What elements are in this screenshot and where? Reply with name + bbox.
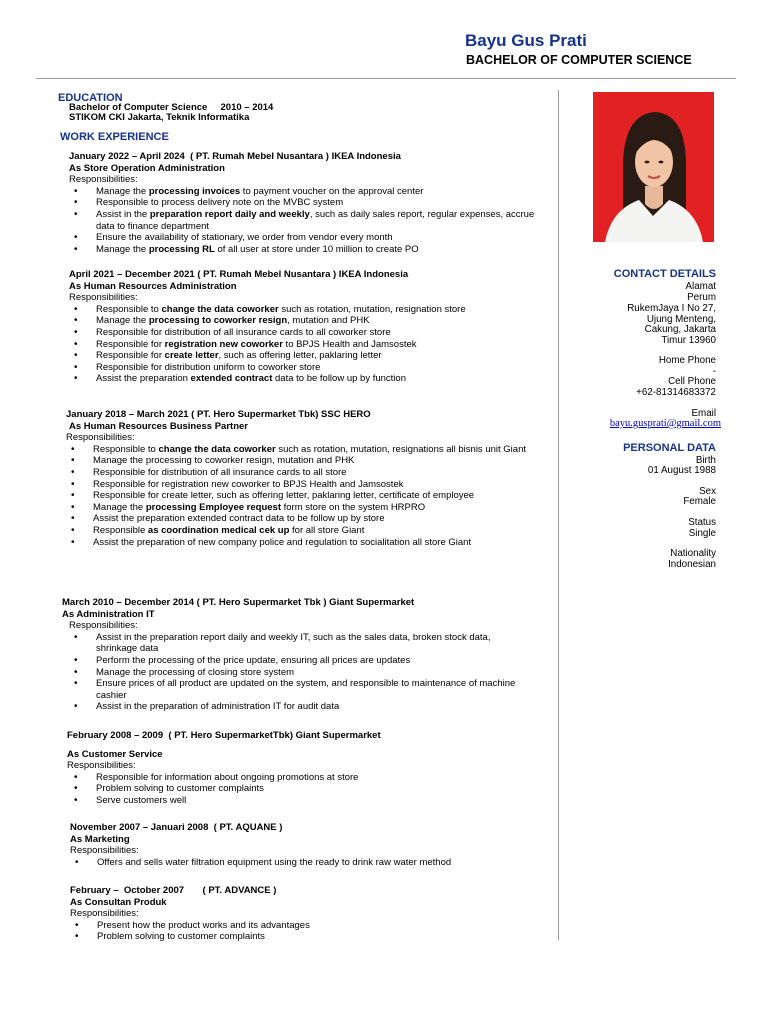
responsibility-text-post: , such as offering letter, paklaring letter — [218, 350, 382, 362]
education-heading: EDUCATION — [58, 92, 123, 104]
responsibility-text-pre: Assist the preparation of new company police and regulation to socialitation all store Giant — [93, 536, 472, 548]
job-entry — [70, 885, 540, 943]
responsibility-item — [69, 362, 539, 374]
responsibility-item — [70, 857, 540, 869]
responsibility-item — [66, 444, 536, 456]
responsibility-text-bold: change the data coworker — [161, 303, 279, 315]
job-entry — [66, 409, 536, 548]
responsibility-item — [69, 327, 539, 339]
responsibility-item — [66, 479, 536, 491]
responsibility-item — [69, 772, 537, 784]
responsibility-text-bold: create letter — [164, 350, 219, 362]
address-line: Cakung, Jakarta — [644, 324, 716, 335]
job-entry — [70, 822, 540, 868]
responsibilities-list — [69, 304, 539, 385]
contact-details-heading: CONTACT DETAILS — [613, 268, 716, 280]
responsibility-text-bold: registration new coworker — [164, 338, 283, 350]
address-line: Ujung Menteng, — [646, 314, 716, 325]
responsibility-item — [66, 490, 536, 502]
responsibility-item — [69, 232, 539, 244]
email-row — [610, 418, 721, 429]
responsibility-text-pre: Manage the — [93, 501, 146, 513]
job-period-company: January 2022 – April 2024 ( PT. Rumah Mebel Nusantara ) IKEA Indonesia — [69, 151, 401, 162]
responsibility-text-pre: Assist in the — [96, 208, 150, 220]
responsibility-text-pre: Responsible for — [96, 350, 165, 362]
responsibility-text-bold: preparation report daily and weekly — [149, 208, 310, 220]
responsibility-item — [69, 701, 532, 713]
email-label: Email — [691, 408, 716, 419]
responsibility-text-pre: Perform the processing of the price update, ensuring all prices are updates — [96, 654, 411, 666]
column-divider — [558, 90, 559, 940]
home-phone-value: - — [712, 366, 716, 377]
responsibility-text-bold: as coordination medical cek up — [147, 524, 290, 536]
birth-value: 01 August 1988 — [647, 465, 716, 476]
job-role: As Human Resources Administration — [69, 280, 237, 292]
responsibility-text-post: , such as daily sales report, regular expenses, accrue data to finance department — [96, 208, 535, 232]
responsibility-text-post: such as rotation, mutation, resignations all bisnis unit Giant — [275, 443, 526, 455]
responsibility-text-pre: Ensure prices of all product are updated on the system, and responsible to maintenance of machine cashier — [96, 678, 516, 701]
home-phone-label: Home Phone — [658, 355, 716, 366]
responsibility-text-pre: Manage the processing of closing store system — [96, 666, 295, 678]
responsibilities-label: Responsibilities: — [70, 845, 139, 857]
status-label: Status — [688, 517, 716, 528]
cell-phone-label: Cell Phone — [668, 376, 716, 387]
responsibility-text-pre: Responsible to process delivery note on the MVBC system — [96, 197, 344, 209]
responsibility-item — [69, 339, 539, 351]
responsibility-text-pre: Manage the — [96, 185, 149, 197]
address-line: RukemJaya I No 27, — [627, 303, 716, 314]
responsibilities-list — [69, 772, 537, 807]
responsibility-text-pre: Responsible for registration new coworker to BPJS Health and Jamsostek — [93, 478, 404, 490]
email-link[interactable]: bayu.gusprati@gmail.com — [609, 418, 721, 429]
job-role: As Marketing — [70, 833, 130, 845]
responsibility-text-pre: Responsible to — [93, 443, 159, 455]
responsibility-item — [69, 667, 532, 679]
responsibility-text-pre: Manage the — [96, 243, 149, 255]
responsibility-item — [69, 783, 537, 795]
responsibility-item — [66, 502, 536, 514]
address-label: Alamat — [685, 281, 716, 292]
responsibility-text-pre: Responsible — [93, 524, 148, 536]
responsibility-text-post: form store on the system HRPRO — [281, 501, 426, 513]
responsibility-text-pre: Responsible for distribution of all insurance cards to all coworker store — [96, 326, 391, 338]
education-degree-line: Bachelor of Computer Science 2010 – 2014 — [69, 102, 274, 113]
responsibility-item — [70, 931, 540, 943]
responsibility-text-pre: Assist the preparation — [96, 373, 191, 385]
birth-label: Birth — [695, 455, 716, 466]
responsibilities-list — [69, 186, 539, 256]
job-role: As Consultan Produk — [70, 896, 167, 908]
status-value: Single — [688, 528, 716, 539]
responsibility-text-pre: Responsible for distribution of all insurance cards to all store — [93, 466, 347, 478]
job-entry — [62, 597, 532, 713]
responsibility-text-post: to BPJS Health and Jamsostek — [282, 338, 417, 350]
responsibility-item — [69, 655, 532, 667]
responsibility-item — [69, 304, 539, 316]
responsibility-text-pre: Offers and sells water filtration equipment using the ready to drink raw water method — [97, 856, 452, 868]
job-role: As Store Operation Administration — [69, 162, 225, 174]
responsibility-text-pre: Manage the processing to coworker resign, mutation and PHK — [93, 455, 355, 467]
responsibility-text-pre: Problem solving to customer complaints — [97, 931, 265, 943]
responsibility-item — [66, 537, 536, 549]
responsibility-item — [69, 197, 539, 209]
responsibility-text-bold: processing Employee request — [145, 501, 281, 513]
job-entry — [69, 151, 539, 255]
education-school-line: STIKOM CKI Jakarta, Teknik Informatika — [69, 112, 250, 123]
responsibilities-label: Responsibilities: — [69, 174, 138, 186]
responsibility-text-bold: processing to coworker resign — [148, 315, 288, 327]
responsibility-text-bold: processing invoices — [148, 185, 241, 197]
sex-label: Sex — [699, 486, 716, 497]
responsibility-item — [69, 373, 539, 385]
job-role: As Customer Service — [67, 748, 163, 760]
responsibility-text-pre: Responsible for distribution uniform to coworker store — [96, 361, 321, 373]
job-period-company: April 2021 – December 2021 ( PT. Rumah Mebel Nusantara ) IKEA Indonesia — [69, 269, 409, 280]
job-period-company: February – October 2007 ( PT. ADVANCE ) — [70, 885, 277, 896]
responsibility-item — [66, 525, 536, 537]
responsibility-text-bold: processing RL — [148, 243, 215, 255]
responsibilities-list — [66, 444, 536, 548]
responsibility-item — [66, 513, 536, 525]
responsibilities-label: Responsibilities: — [69, 292, 138, 304]
candidate-degree: BACHELOR OF COMPUTER SCIENCE — [466, 53, 692, 67]
responsibility-item — [66, 455, 536, 467]
address-line: Perum — [687, 292, 716, 303]
job-period-company: March 2010 – December 2014 ( PT. Hero Supermarket Tbk ) Giant Supermarket — [62, 597, 415, 608]
responsibility-text-post: of all user at store under 10 million to create PO — [214, 243, 419, 255]
nationality-value: Indonesian — [668, 559, 716, 570]
responsibility-text-post: for all store Giant — [289, 524, 365, 536]
responsibility-item — [69, 209, 539, 232]
job-role: As Human Resources Business Partner — [69, 420, 248, 432]
cell-phone-value: +62-81314683372 — [636, 387, 716, 398]
responsibility-text-pre: Manage the — [96, 315, 149, 327]
job-period-company: January 2018 – March 2021 ( PT. Hero Supermarket Tbk) SSC HERO — [66, 409, 371, 420]
header-divider — [36, 78, 736, 79]
job-role: As Administration IT — [62, 608, 155, 620]
responsibility-item — [69, 632, 532, 655]
responsibilities-list — [70, 920, 540, 943]
profile-photo-illustration — [593, 92, 714, 242]
responsibilities-label: Responsibilities: — [66, 432, 135, 444]
responsibility-text-pre: Responsible for information about ongoing promotions at store — [96, 771, 359, 783]
profile-photo — [593, 92, 714, 242]
responsibilities-label: Responsibilities: — [70, 908, 139, 920]
responsibility-item — [69, 678, 532, 701]
responsibility-text-post: , mutation and PHK — [287, 315, 370, 327]
responsibility-item — [66, 467, 536, 479]
responsibility-text-pre: Assist the preparation extended contract data to be follow up by store — [93, 513, 385, 525]
job-period-company: November 2007 – Januari 2008 ( PT. AQUANE ) — [70, 822, 283, 833]
responsibility-text-bold: extended contract — [190, 373, 273, 385]
job-entry — [67, 730, 537, 807]
sex-value: Female — [683, 496, 716, 507]
responsibility-text-pre: Ensure the availability of stationary, we order from vendor every month — [96, 232, 393, 244]
responsibility-text-pre: Responsible to — [96, 303, 162, 315]
responsibility-item — [69, 244, 539, 256]
responsibility-item — [69, 186, 539, 198]
job-entry — [69, 269, 539, 385]
responsibilities-label: Responsibilities: — [69, 620, 138, 632]
address-line: Timur 13960 — [661, 335, 716, 346]
responsibility-item — [69, 795, 537, 807]
responsibility-text-post: such as rotation, mutation, resignation store — [278, 303, 466, 315]
responsibility-text-pre: Problem solving to customer complaints — [96, 783, 264, 795]
responsibility-item — [69, 315, 539, 327]
job-period-company: February 2008 – 2009 ( PT. Hero SupermarketTbk) Giant Supermarket — [67, 730, 381, 741]
responsibility-text-post: to payment voucher on the approval center — [240, 185, 424, 197]
responsibility-text-pre: Present how the product works and its advantages — [97, 919, 310, 931]
responsibility-item — [69, 350, 539, 362]
nationality-label: Nationality — [670, 548, 716, 559]
responsibilities-label: Responsibilities: — [67, 760, 136, 772]
responsibility-text-pre: Assist in the preparation report daily and weekly IT, such as the sales data, broken stock data, shrinkage data — [96, 631, 491, 655]
responsibilities-list — [69, 632, 532, 713]
responsibility-text-pre: Serve customers well — [96, 794, 187, 806]
responsibility-item — [70, 920, 540, 932]
candidate-name: Bayu Gus Prati — [465, 31, 587, 50]
responsibility-text-pre: Responsible for create letter, such as offering letter, paklaring letter, certificate of employee — [93, 490, 475, 502]
responsibility-text-pre: Responsible for — [96, 338, 165, 350]
responsibility-text-bold: change the data coworker — [158, 443, 276, 455]
work-experience-heading: WORK EXPERIENCE — [60, 131, 169, 143]
responsibility-text-pre: Assist in the preparation of administration IT for audit data — [96, 701, 340, 713]
responsibility-text-post: data to be follow up by function — [272, 373, 406, 385]
personal-data-heading: PERSONAL DATA — [623, 442, 716, 454]
responsibilities-list — [70, 857, 540, 869]
